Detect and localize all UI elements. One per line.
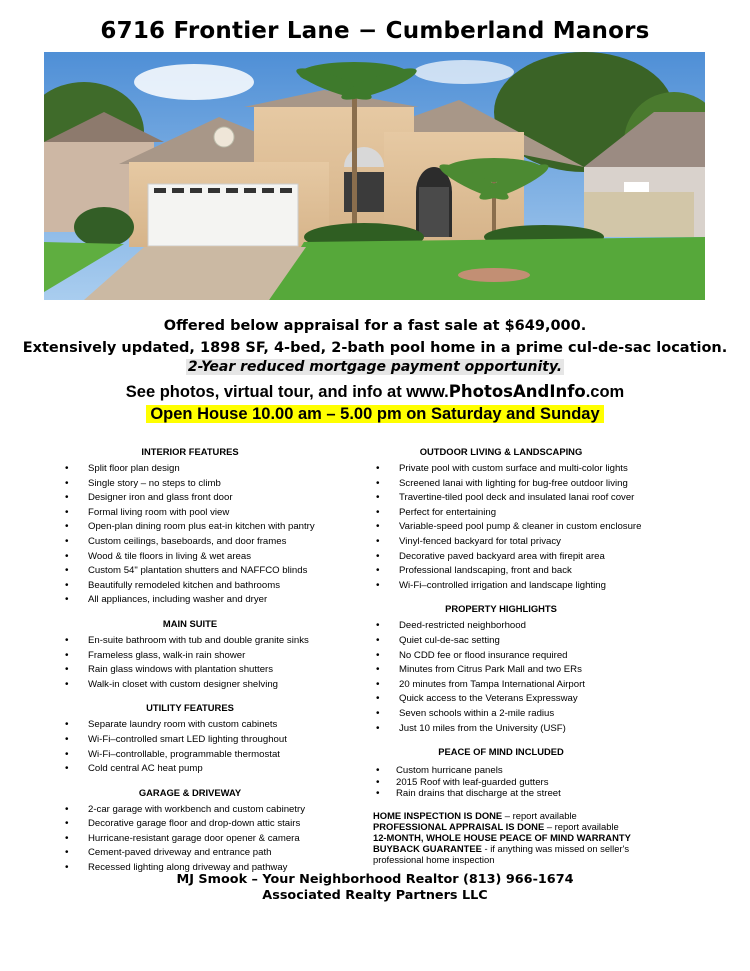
website-suffix: .com: [585, 383, 625, 401]
property-list: [373, 619, 703, 736]
outdoor-list: [373, 462, 703, 593]
list-item: • Wi-Fi–controlled irrigation and landscape lighting: [373, 579, 703, 594]
brokerage-name: Associated Realty Partners LLC: [262, 888, 488, 903]
list-item: • Quick access to the Veterans Expressway: [373, 692, 703, 707]
note-inspection: [373, 810, 703, 821]
list-item: • All appliances, including washer and dryer: [62, 593, 362, 608]
website-brand: PhotosAndInfo: [448, 382, 586, 401]
left-column: [62, 446, 362, 886]
peace-list: [373, 765, 703, 800]
list-item: • Travertine-tiled pool deck and insulated lanai roof cover: [373, 491, 703, 506]
list-item: • Walk-in closet with custom designer shelving: [62, 678, 362, 693]
garage-list: [62, 803, 362, 876]
list-item: • Beautifully remodeled kitchen and bathrooms: [62, 579, 362, 594]
list-item: • Cold central AC heat pump: [62, 762, 362, 777]
section-title-main-suite: MAIN SUITE: [162, 617, 218, 629]
list-item: • Private pool with custom surface and multi-color lights: [373, 462, 703, 477]
list-item: • Single story – no steps to climb: [62, 477, 362, 492]
offer-line-price: Offered below appraisal for a fast sale at $649,000.: [163, 318, 587, 334]
list-item: • Decorative garage floor and drop-down attic stairs: [62, 817, 362, 832]
note-warranty: [373, 832, 663, 866]
list-item: • No CDD fee or flood insurance required: [373, 649, 703, 664]
list-item: • Custom 54" plantation shutters and NAFFCO blinds: [62, 564, 362, 579]
open-house-highlight: Open House 10.00 am – 5.00 pm on Saturday and Sunday: [146, 405, 603, 423]
section-title-interior: INTERIOR FEATURES: [141, 446, 239, 457]
offer-line-summary: Extensively updated, 1898 SF, 4-bed, 2-bath pool home in a prime cul-de-sac location.: [22, 340, 728, 356]
list-item: • Open-plan dining room plus eat-in kitchen with pantry: [62, 520, 362, 535]
list-item: • Just 10 miles from the University (USF): [373, 722, 703, 737]
list-item: • Deed-restricted neighborhood: [373, 619, 703, 634]
right-column: [373, 446, 703, 866]
note-inspection-bold: HOME INSPECTION IS DONE: [373, 809, 503, 821]
list-item: • Wi-Fi–controlled smart LED lighting throughout: [62, 733, 362, 748]
list-item: • Vinyl-fenced backyard for total privacy: [373, 535, 703, 550]
note-appraisal-bold: PROFESSIONAL APPRAISAL IS DONE: [373, 820, 545, 832]
inspection-notes: [373, 810, 703, 866]
house-photo-icon: [44, 52, 705, 300]
offer-line-mortgage: [0, 359, 750, 375]
list-item: • Rain glass windows with plantation shutters: [62, 663, 362, 678]
list-item: • Frameless glass, walk-in rain shower: [62, 649, 362, 664]
list-item: • Custom ceilings, baseboards, and door frames: [62, 535, 362, 550]
list-item: • Seven schools within a 2-mile radius: [373, 707, 703, 722]
note-inspection-rest: – report available: [502, 809, 577, 821]
note-appraisal: [373, 821, 703, 832]
list-item: • Cement-paved driveway and entrance path: [62, 846, 362, 861]
section-title-garage: GARAGE & DRIVEWAY: [138, 786, 242, 798]
list-item: • 20 minutes from Tampa International Airport: [373, 678, 703, 693]
page-title: 6716 Frontier Lane − Cumberland Manors: [100, 18, 650, 44]
realtor-contact: MJ Smook – Your Neighborhood Realtor (813) 966-1674: [176, 872, 574, 887]
list-item: • Quiet cul-de-sac setting: [373, 634, 703, 649]
list-item: • Variable-speed pool pump & cleaner in custom enclosure: [373, 520, 703, 535]
utility-list: [62, 718, 362, 776]
section-title-peace: PEACE OF MIND INCLUDED: [438, 746, 564, 758]
list-item: • Wood & tile floors in living & wet areas: [62, 550, 362, 565]
mortgage-highlight: 2-Year reduced mortgage payment opportunity.: [187, 359, 563, 375]
list-item: • En-suite bathroom with tub and double granite sinks: [62, 634, 362, 649]
offer-line-website: [0, 382, 750, 402]
section-title-utility: UTILITY FEATURES: [146, 702, 234, 714]
list-item: • Custom hurricane panels: [373, 765, 703, 777]
list-item: • Recessed lighting along driveway and pathway: [62, 861, 362, 876]
section-title-outdoor: OUTDOOR LIVING & LANDSCAPING: [419, 446, 583, 457]
list-item: • Hurricane-resistant garage door opener & camera: [62, 832, 362, 847]
list-item: • 2-car garage with workbench and custom cabinetry: [62, 803, 362, 818]
list-item: • Rain drains that discharge at the street: [373, 788, 703, 800]
list-item: • Formal living room with pool view: [62, 506, 362, 521]
list-item: • Designer iron and glass front door: [62, 491, 362, 506]
list-item: • Screened lanai with lighting for bug-free outdoor living: [373, 477, 703, 492]
list-item: • Minutes from Citrus Park Mall and two ERs: [373, 663, 703, 678]
note-appraisal-rest: – report available: [544, 820, 619, 832]
list-item: • Professional landscaping, front and back: [373, 564, 703, 579]
list-item: • Wi-Fi–controllable, programmable thermostat: [62, 748, 362, 763]
interior-list: [62, 462, 362, 608]
section-title-property: PROPERTY HIGHLIGHTS: [445, 603, 557, 615]
note-warranty-bold: 12-MONTH, WHOLE HOUSE PEACE OF MIND WARRANTY BUYBACK GUARANTEE: [373, 832, 631, 855]
open-house-line: [0, 405, 750, 424]
list-item: • Separate laundry room with custom cabinets: [62, 718, 362, 733]
note-warranty-rest: - if anything was missed on seller's professional home inspection: [373, 843, 630, 866]
main-suite-list: [62, 634, 362, 692]
list-item: • 2015 Roof with leaf-guarded gutters: [373, 777, 703, 789]
list-item: • Decorative paved backyard area with firepit area: [373, 550, 703, 565]
house-photo: [44, 52, 705, 300]
list-item: • Perfect for entertaining: [373, 506, 703, 521]
website-prefix: See photos, virtual tour, and info at www.: [125, 383, 449, 401]
list-item: • Split floor plan design: [62, 462, 362, 477]
